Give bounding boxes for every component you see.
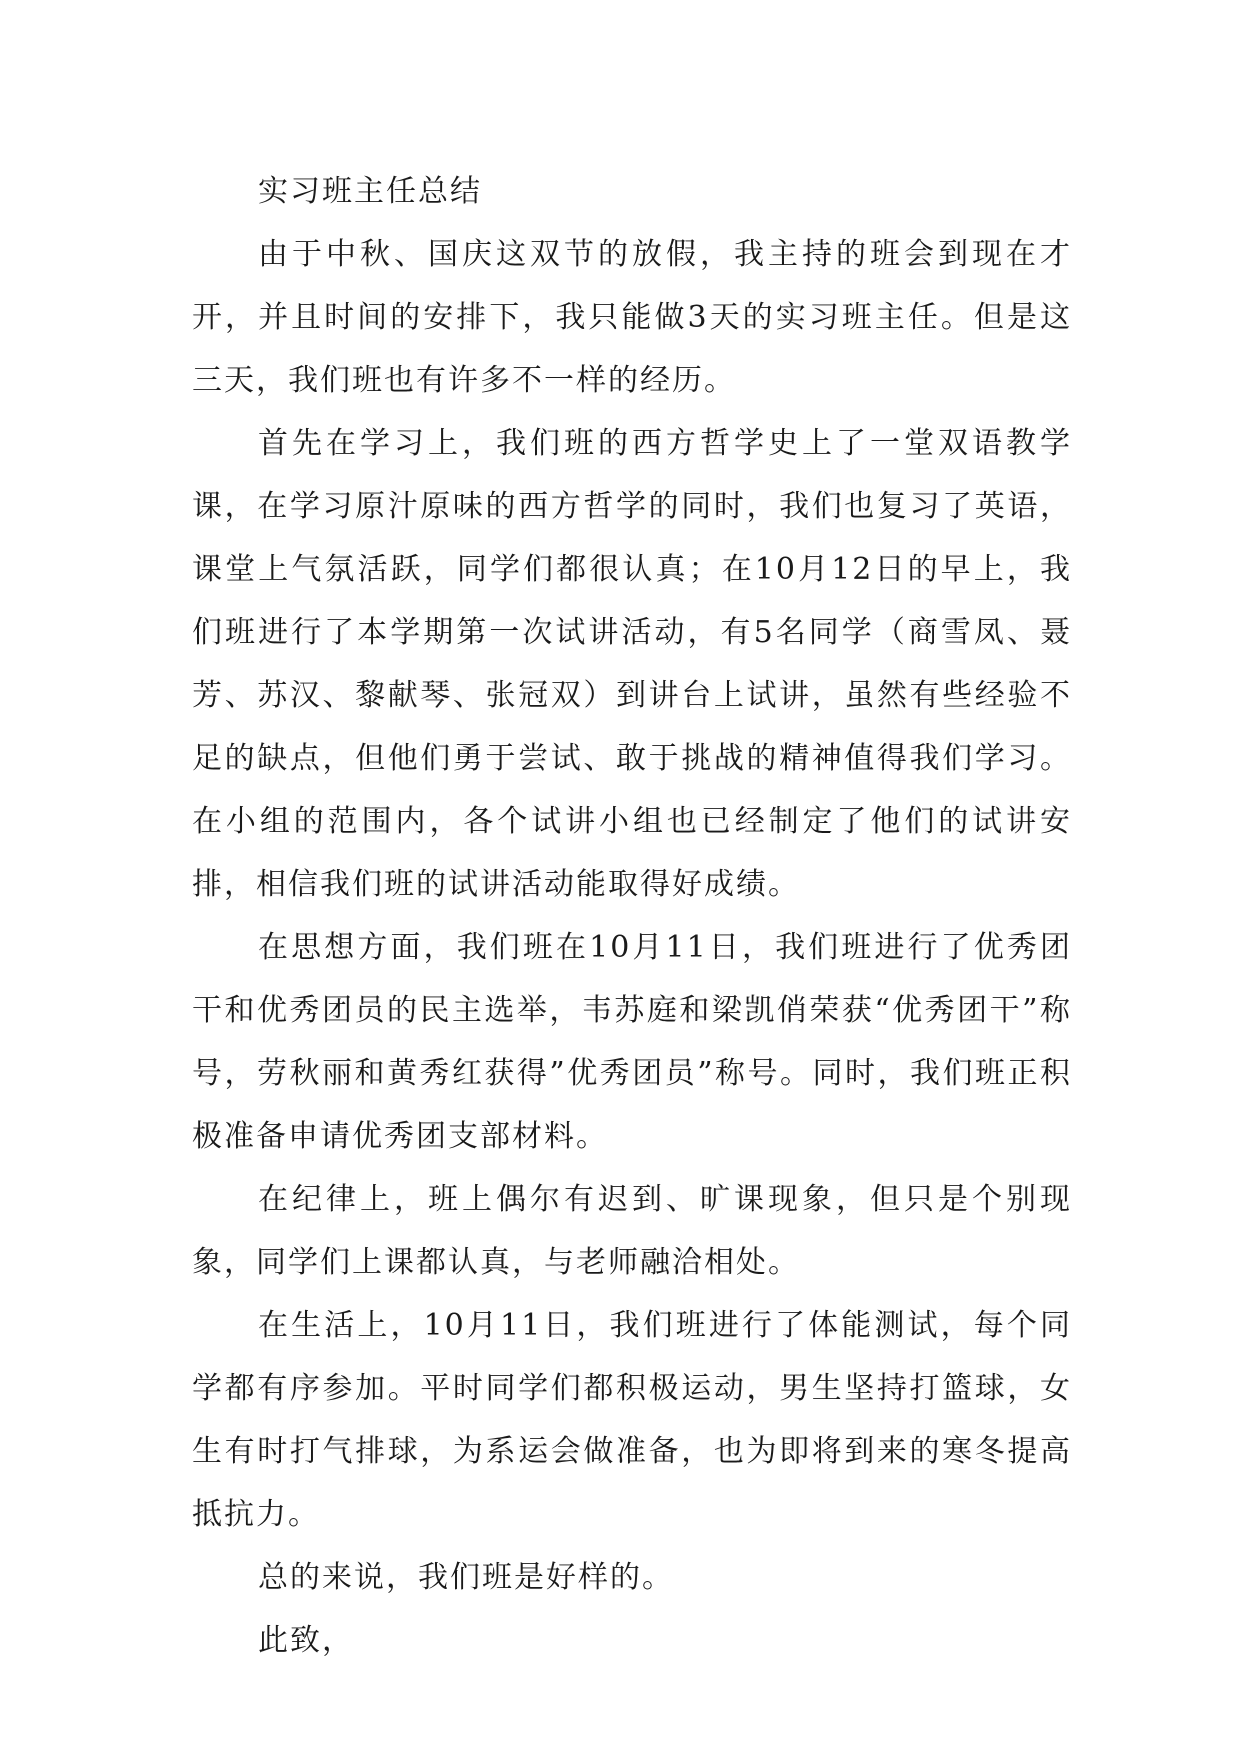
document-title: 实习班主任总结 — [258, 174, 482, 209]
document-body — [192, 160, 1072, 1672]
paragraph-thought: 在思想方面，我们班在10月11日，我们班进行了优秀团干和优秀团员的民主选举，韦苏庭和梁凯俏荣获“优秀团干”称号，劳秋丽和黄秀红获得”优秀团员”称号。同时，我们班正积极准备申请优秀团支部材料。 — [192, 930, 1072, 1154]
paragraph-study: 首先在学习上，我们班的西方哲学史上了一堂双语教学课，在学习原汁原味的西方哲学的同时，我们也复习了英语，课堂上气氛活跃，同学们都很认真；在10月12日的早上，我们班进行了本学期第一次试讲活动，有5名同学（商雪凤、聂芳、苏汉、黎献琴、张冠双）到讲台上试讲，虽然有些经验不足的缺点，但他们勇于尝试、敢于挑战的精神值得我们学习。在小组的范围内，各个试讲小组也已经制定了他们的试讲安排，相信我们班的试讲活动能取得好成绩。 — [192, 426, 1072, 902]
paragraph-intro: 由于中秋、国庆这双节的放假，我主持的班会到现在才开，并且时间的安排下，我只能做3天的实习班主任。但是这三天，我们班也有许多不一样的经历。 — [192, 237, 1072, 398]
paragraph-summary: 总的来说，我们班是好样的。 — [258, 1560, 674, 1595]
paragraph-closing: 此致， — [258, 1623, 354, 1658]
paragraph-life: 在生活上，10月11日，我们班进行了体能测试，每个同学都有序参加。平时同学们都积极运动，男生坚持打篮球，女生有时打气排球，为系运会做准备，也为即将到来的寒冬提高抵抗力。 — [192, 1308, 1072, 1532]
paragraph-discipline: 在纪律上，班上偶尔有迟到、旷课现象，但只是个别现象，同学们上课都认真，与老师融洽相处。 — [192, 1182, 1072, 1280]
